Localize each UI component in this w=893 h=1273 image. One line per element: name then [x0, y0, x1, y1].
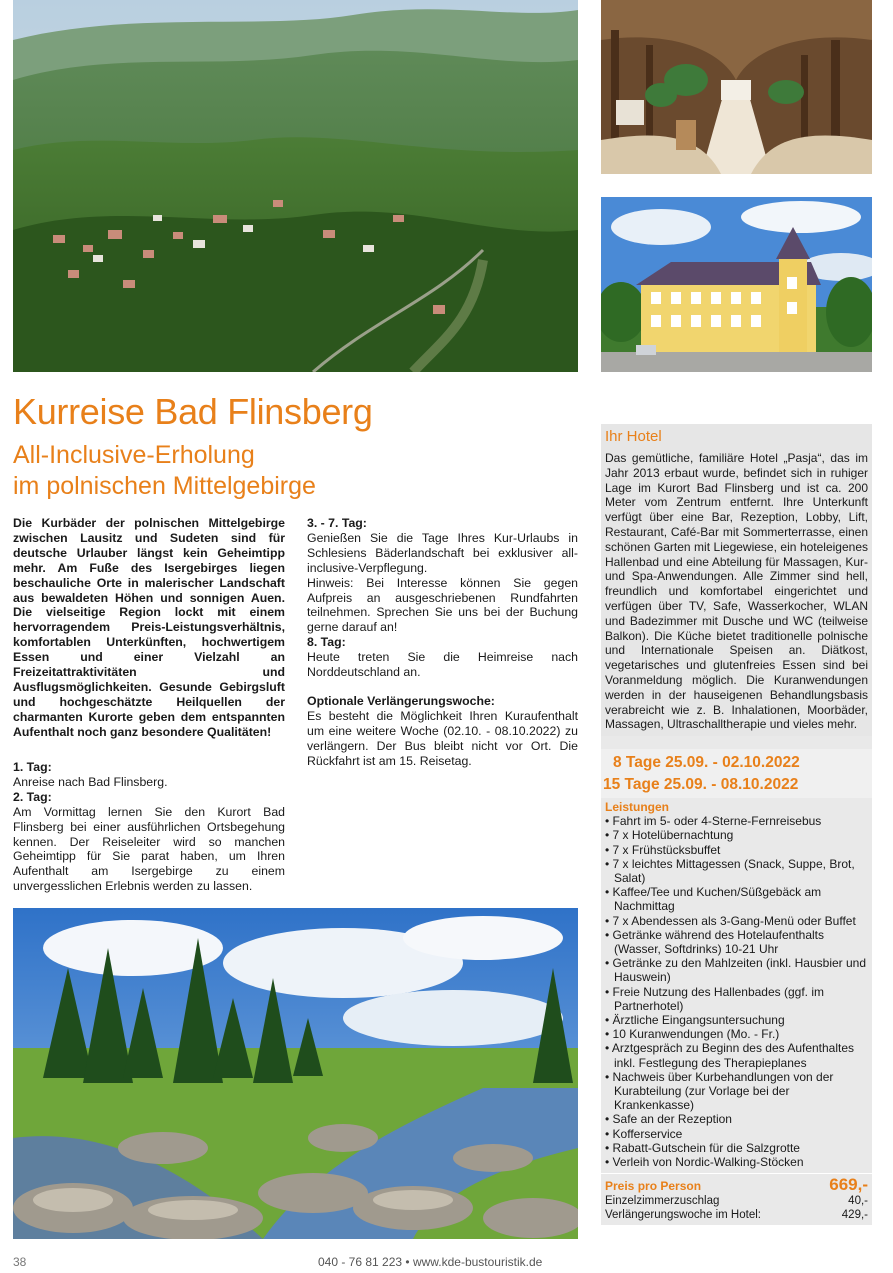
page-title: Kurreise Bad Flinsberg [13, 391, 373, 432]
subtitle-line-2: im polnischen Mittelgebirge [13, 472, 316, 500]
services-heading: Leistungen [605, 800, 670, 815]
service-item: • 10 Kuranwendungen (Mo. - Fr.) [605, 1027, 868, 1041]
price-label: Verlängerungswoche im Hotel: [605, 1208, 761, 1221]
itinerary-days-1-2 [13, 760, 285, 894]
page-number: 38 [13, 1255, 27, 1269]
service-item: • Rabatt-Gutschein für die Salzgrotte [605, 1141, 868, 1155]
price-label: Einzelzimmerzuschlag [605, 1195, 720, 1208]
subtitle-line-1: All-Inclusive-Erholung [13, 441, 255, 469]
day-label: 2. Tag: [13, 789, 52, 804]
day-text: Genießen Sie die Tage Ihres Kur-Urlaubs in Schlesiens Bäderlandschaft bei exklusiver all-inclusive-Verpflegung. [307, 530, 578, 575]
service-item: • Safe an der Rezeption [605, 1112, 868, 1126]
date-option-8-days: 8 Tage 25.09. - 02.10.2022 [613, 754, 800, 772]
service-item: • Verleih von Nordic-Walking-Stöcken [605, 1155, 868, 1169]
service-item: • Kaffee/Tee und Kuchen/Süßgebäck am Nachmittag [605, 885, 868, 913]
travel-dates [601, 749, 872, 798]
extension-text: Es besteht die Möglichkeit Ihren Kuraufenthalt um eine weitere Woche (02.10. - 08.10.2022) zu verlängern. Der Bus bleibt nicht vor Ort. Die Rückfahrt ist am 15. Reisetag. [307, 708, 578, 768]
service-item: • 7 x leichtes Mittagessen (Snack, Suppe, Brot, Salat) [605, 857, 868, 885]
footer-contact: 040 - 76 81 223 • www.kde-bustouristik.de [318, 1255, 543, 1269]
day-text: Am Vormittag lernen Sie den Kurort Bad Flinsberg bei einer ausführlichen Ortsbegehung kennen. Der Reiseleiter wird so manchen Geheimtipp für Sie parat haben, um Ihren Aufenthalt am Isergebirge zu einem unvergesslichen Erlebnis werden zu lassen. [13, 804, 285, 894]
services-box [601, 798, 872, 1173]
price-value: 40,- [848, 1195, 868, 1208]
service-item: • Getränke während des Hotelaufenthalts (Wasser, Softdrinks) 10-21 Uhr [605, 928, 868, 956]
price-per-person [605, 1175, 868, 1195]
service-item: • Fahrt im 5- oder 4-Sterne-Fernreisebus [605, 814, 868, 828]
hotel-description: Das gemütliche, familiäre Hotel „Pasja“, das im Jahr 2013 erbaut wurde, befindet sich in ruhiger Lage im Kurort Bad Flinsberg und ist ca. 200 Meter vom Zentrum entfernt. Ihre Unterkunft verfügt über eine Bar, Rezeption, Lobby, Lift, Restaurant, Café-Bar mit Sommerterrasse, einen schönen Garten mit Liegewiese, ein hoteleigenes Hallenbad und eine Abteilung für Massagen, Kur- und Spa-Anwendungen. Alle Zimmer sind hell, freundlich und komfortabel eingerichtet und verfügen über TV, Safe, Wasserkocher, WLAN und Badezimmer mit Dusche und WC (teilweise Balkon). Die Küche bietet traditionelle polnische und Internationale Speisen an. Diätkost, vegetarisches und glutenfreies Essen sind bei Voranmeldung möglich. Die Kuranwendungen werden in der hauseigenen Behandlungsbasis verabreicht wie z. B. Inhalationen, Moorbäder, Massagen, Ultraschalltherapie und vieles mehr. [605, 451, 868, 732]
service-item: • Nachweis über Kurbehandlungen von der Kurabteilung (zur Vorlage bei der Krankenkasse) [605, 1070, 868, 1113]
day-note: Hinweis: Bei Interesse können Sie gegen Aufpreis an ausgeschriebenen Rundfahrten teilnehmen. Sprechen Sie uns bei der Buchung gerne darauf an! [307, 575, 578, 635]
price-box [601, 1173, 872, 1225]
day-text: Heute treten Sie die Heimreise nach Norddeutschland an. [307, 650, 578, 680]
hotel-box [601, 424, 872, 736]
page-subtitle [13, 440, 316, 502]
itinerary-days-3-8 [307, 516, 578, 769]
service-item: • Kofferservice [605, 1127, 868, 1141]
service-item: • Ärztliche Eingangsuntersuchung [605, 1013, 868, 1027]
day-label: 8. Tag: [307, 635, 346, 650]
price-value: 429,- [841, 1208, 868, 1221]
date-option-15-days: 15 Tage 25.09. - 08.10.2022 [603, 776, 799, 794]
mountain-river-photo [13, 908, 578, 1239]
day-label: 1. Tag: [13, 760, 52, 774]
price-label: Preis pro Person [605, 1179, 702, 1194]
service-item: • 7 x Hotelübernachtung [605, 828, 868, 842]
day-text: Anreise nach Bad Flinsberg. [13, 774, 168, 789]
service-item: • Getränke zu den Mahlzeiten (inkl. Hausbier und Hauswein) [605, 956, 868, 984]
info-sidebar [601, 424, 872, 1225]
service-item: • Freie Nutzung des Hallenbades (ggf. im Partnerhotel) [605, 985, 868, 1013]
hotel-pasja-photo [601, 197, 872, 372]
aerial-town-photo [13, 0, 578, 372]
hotel-heading: Ihr Hotel [605, 428, 662, 445]
service-item: • 7 x Abendessen als 3-Gang-Menü oder Buffet [605, 914, 868, 928]
services-list [605, 814, 868, 1169]
extension-heading: Optionale Verlängerungswoche: [307, 693, 495, 708]
extension-week-price [605, 1209, 868, 1223]
price-value: 669,- [829, 1175, 868, 1195]
service-item: • Arztgespräch zu Beginn des des Aufenthaltes inkl. Festlegung des Therapieplanes [605, 1041, 868, 1069]
intro-text: Die Kurbäder der polnischen Mittelgebirge zwischen Lausitz und Sudeten sind für deutsche Urlauber längst kein Geheimtipp mehr. Am Fuße des Isergebirges liegen beschauliche Orte in malerischer Landschaft aus bewaldeten Höhen und sonnigen Auen. Die vielseitige Region lockt mit einem hervorragendem Preis-Leistungsverhältnis, komfortablen Unterkünften, hochwertigem Essen und einer Vielzahl an Freizeitattraktivitäten und Ausflugsmöglichkeiten. Gesunde Gebirgsluft und hochgeschätzte Heilquellen der charmanten Kurorte geben dem entspannten Aufenthalt noch ganz besondere Qualitäten! [13, 516, 285, 739]
spa-promenade-photo [601, 0, 872, 174]
single-room-surcharge [605, 1195, 868, 1209]
day-label: 3. - 7. Tag: [307, 516, 367, 530]
service-item: • 7 x Frühstücksbuffet [605, 843, 868, 857]
